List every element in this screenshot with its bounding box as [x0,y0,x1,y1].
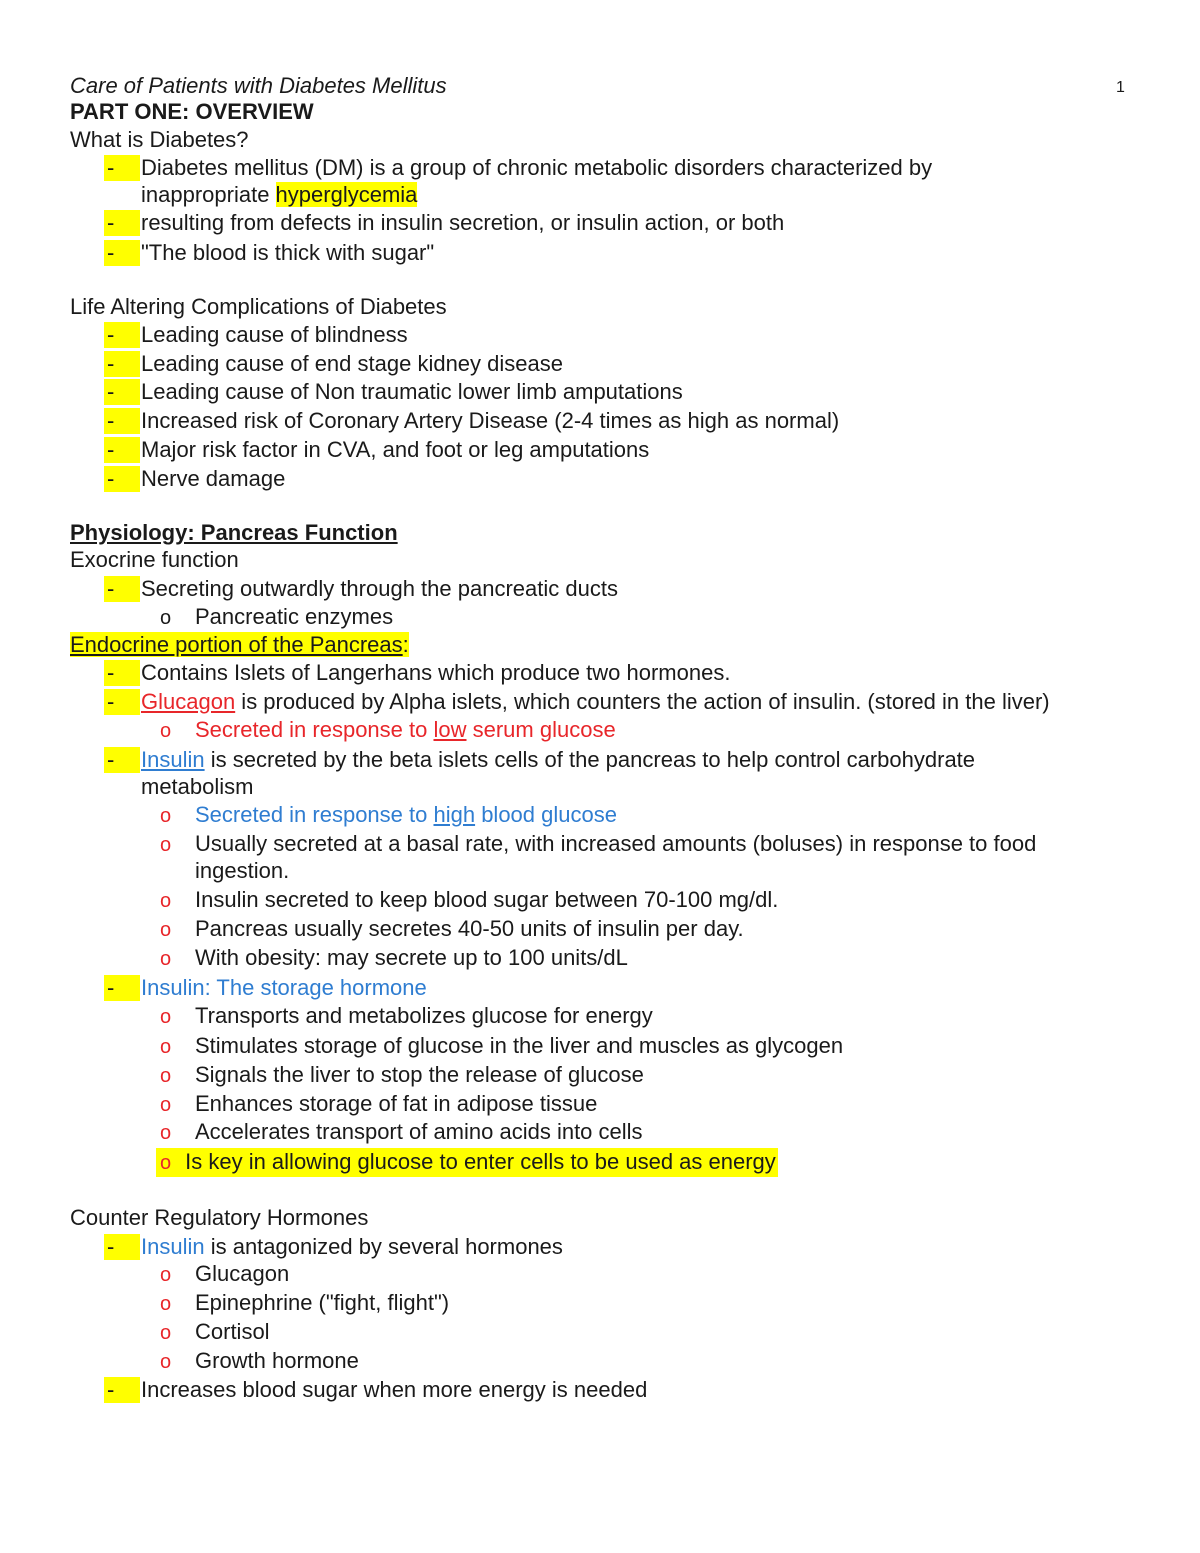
what-is-heading: What is Diabetes? [70,127,249,152]
insulin-sub-3: Insulin secreted to keep blood sugar between 70-100 mg/dl. [195,887,779,912]
insulin-sub-1 [195,801,617,829]
text-span: Secreted in response to [195,717,434,742]
dash-marker: - [104,576,140,602]
complication-item: Leading cause of blindness [141,322,408,347]
dash-marker: - [104,975,140,1001]
hormone-item: Growth hormone [195,1348,359,1373]
dash-marker: - [104,351,140,377]
complication-item: Leading cause of end stage kidney disease [141,351,563,376]
storage-key-highlight [156,1148,778,1177]
hormone-item: Glucagon [195,1261,290,1286]
exocrine-sub-bullet: Pancreatic enzymes [195,604,394,629]
insulin-sub-2-line2: ingestion. [195,858,290,883]
highlight-hyperglycemia: hyperglycemia [275,182,418,207]
bullet-marker: o [160,948,172,970]
bullet-marker: o [160,1152,172,1174]
dash-marker: - [104,408,140,434]
insulin-bullet-cont: metabolism [141,774,254,799]
text-span: inappropriate [141,182,276,207]
dash-marker: - [104,240,140,266]
dash-marker: - [104,689,140,715]
dash-marker: - [104,747,140,773]
bullet-marker: o [160,834,172,856]
glucagon-sub-bullet [195,716,616,744]
bullet-marker: o [160,607,172,629]
exocrine-bullet: Secreting outwardly through the pancreatic ducts [141,576,618,601]
counter-heading: Counter Regulatory Hormones [70,1205,369,1230]
hormone-item: Cortisol [195,1319,270,1344]
what-is-bullet-1-line2 [141,181,417,209]
bullet-marker: o [160,1122,172,1144]
counter-insulin-bullet [141,1233,563,1261]
bullet-marker: o [160,1065,172,1087]
dash-marker: - [104,437,140,463]
what-is-bullet-3: "The blood is thick with sugar" [141,240,435,265]
counter-final-bullet: Increases blood sugar when more energy is needed [141,1377,648,1402]
insulin-sub-5: With obesity: may secrete up to 100 units/dL [195,945,628,970]
endocrine-bullet-1: Contains Islets of Langerhans which produce two hormones. [141,660,731,685]
storage-heading: Insulin: The storage hormone [141,975,427,1000]
bullet-marker: o [160,890,172,912]
text-span: Secreted in response to [195,802,434,827]
complications-heading: Life Altering Complications of Diabetes [70,294,447,319]
bullet-marker: o [160,1351,172,1373]
text-span: is antagonized by several hormones [204,1234,563,1259]
physiology-heading: Physiology: Pancreas Function [70,520,398,545]
what-is-bullet-2: resulting from defects in insulin secretion, or insulin action, or both [141,210,785,235]
complication-item: Leading cause of Non traumatic lower limb amputations [141,379,683,404]
dash-marker: - [104,210,140,236]
glucagon-bullet [141,688,1050,716]
bullet-marker: o [160,805,172,827]
dash-marker: - [104,322,140,348]
document-title: Care of Patients with Diabetes Mellitus [70,73,447,98]
bullet-marker: o [160,1264,172,1286]
text-span: serum glucose [466,717,616,742]
text-span: is produced by Alpha islets, which counters the action of insulin. (stored in the liver) [235,689,1050,714]
bullet-marker: o [160,1006,172,1028]
part-heading: PART ONE: OVERVIEW [70,99,314,124]
high-term: high [433,802,476,827]
storage-item: Transports and metabolizes glucose for energy [195,1003,653,1028]
insulin-sub-2-line1: Usually secreted at a basal rate, with increased amounts (boluses) in response to food [195,831,1037,856]
dash-marker: - [104,155,140,181]
glucagon-term: Glucagon [141,689,236,714]
bullet-marker: o [160,1293,172,1315]
dash-marker: - [104,379,140,405]
dash-marker: - [104,1234,140,1260]
text-span: Is key in allowing glucose to enter cells to be used as energy [185,1149,776,1174]
bullet-marker: o [160,1036,172,1058]
dash-marker: - [104,1377,140,1403]
insulin-term: Insulin [141,747,205,772]
bullet-marker: o [160,720,172,742]
complication-item: Increased risk of Coronary Artery Disease (2-4 times as high as normal) [141,408,840,433]
hormone-item: Epinephrine ("fight, flight") [195,1290,450,1315]
insulin-term: Insulin [141,1234,205,1259]
endocrine-heading [70,631,409,659]
dash-marker: - [104,466,140,492]
exocrine-heading: Exocrine function [70,547,239,572]
bullet-marker: o [160,1322,172,1344]
low-term: low [433,717,467,742]
insulin-bullet [141,746,975,774]
what-is-bullet-1-line1: Diabetes mellitus (DM) is a group of chronic metabolic disorders characterized by [141,155,933,180]
bullet-marker: o [160,919,172,941]
storage-item: Stimulates storage of glucose in the liver and muscles as glycogen [195,1033,844,1058]
text-span: is secreted by the beta islets cells of the pancreas to help control carbohydrate [204,747,976,772]
dash-marker: - [104,660,140,686]
text-span: : [402,632,409,657]
page-number: 1 [1116,79,1125,96]
complication-item: Major risk factor in CVA, and foot or leg amputations [141,437,650,462]
storage-item: Accelerates transport of amino acids into cells [195,1119,643,1144]
bullet-marker: o [160,1094,172,1116]
storage-item: Signals the liver to stop the release of glucose [195,1062,644,1087]
insulin-sub-4: Pancreas usually secretes 40-50 units of insulin per day. [195,916,744,941]
complication-item: Nerve damage [141,466,286,491]
text-span: blood glucose [475,802,617,827]
storage-item: Enhances storage of fat in adipose tissue [195,1091,598,1116]
endocrine-highlight: Endocrine portion of the Pancreas [70,632,403,657]
